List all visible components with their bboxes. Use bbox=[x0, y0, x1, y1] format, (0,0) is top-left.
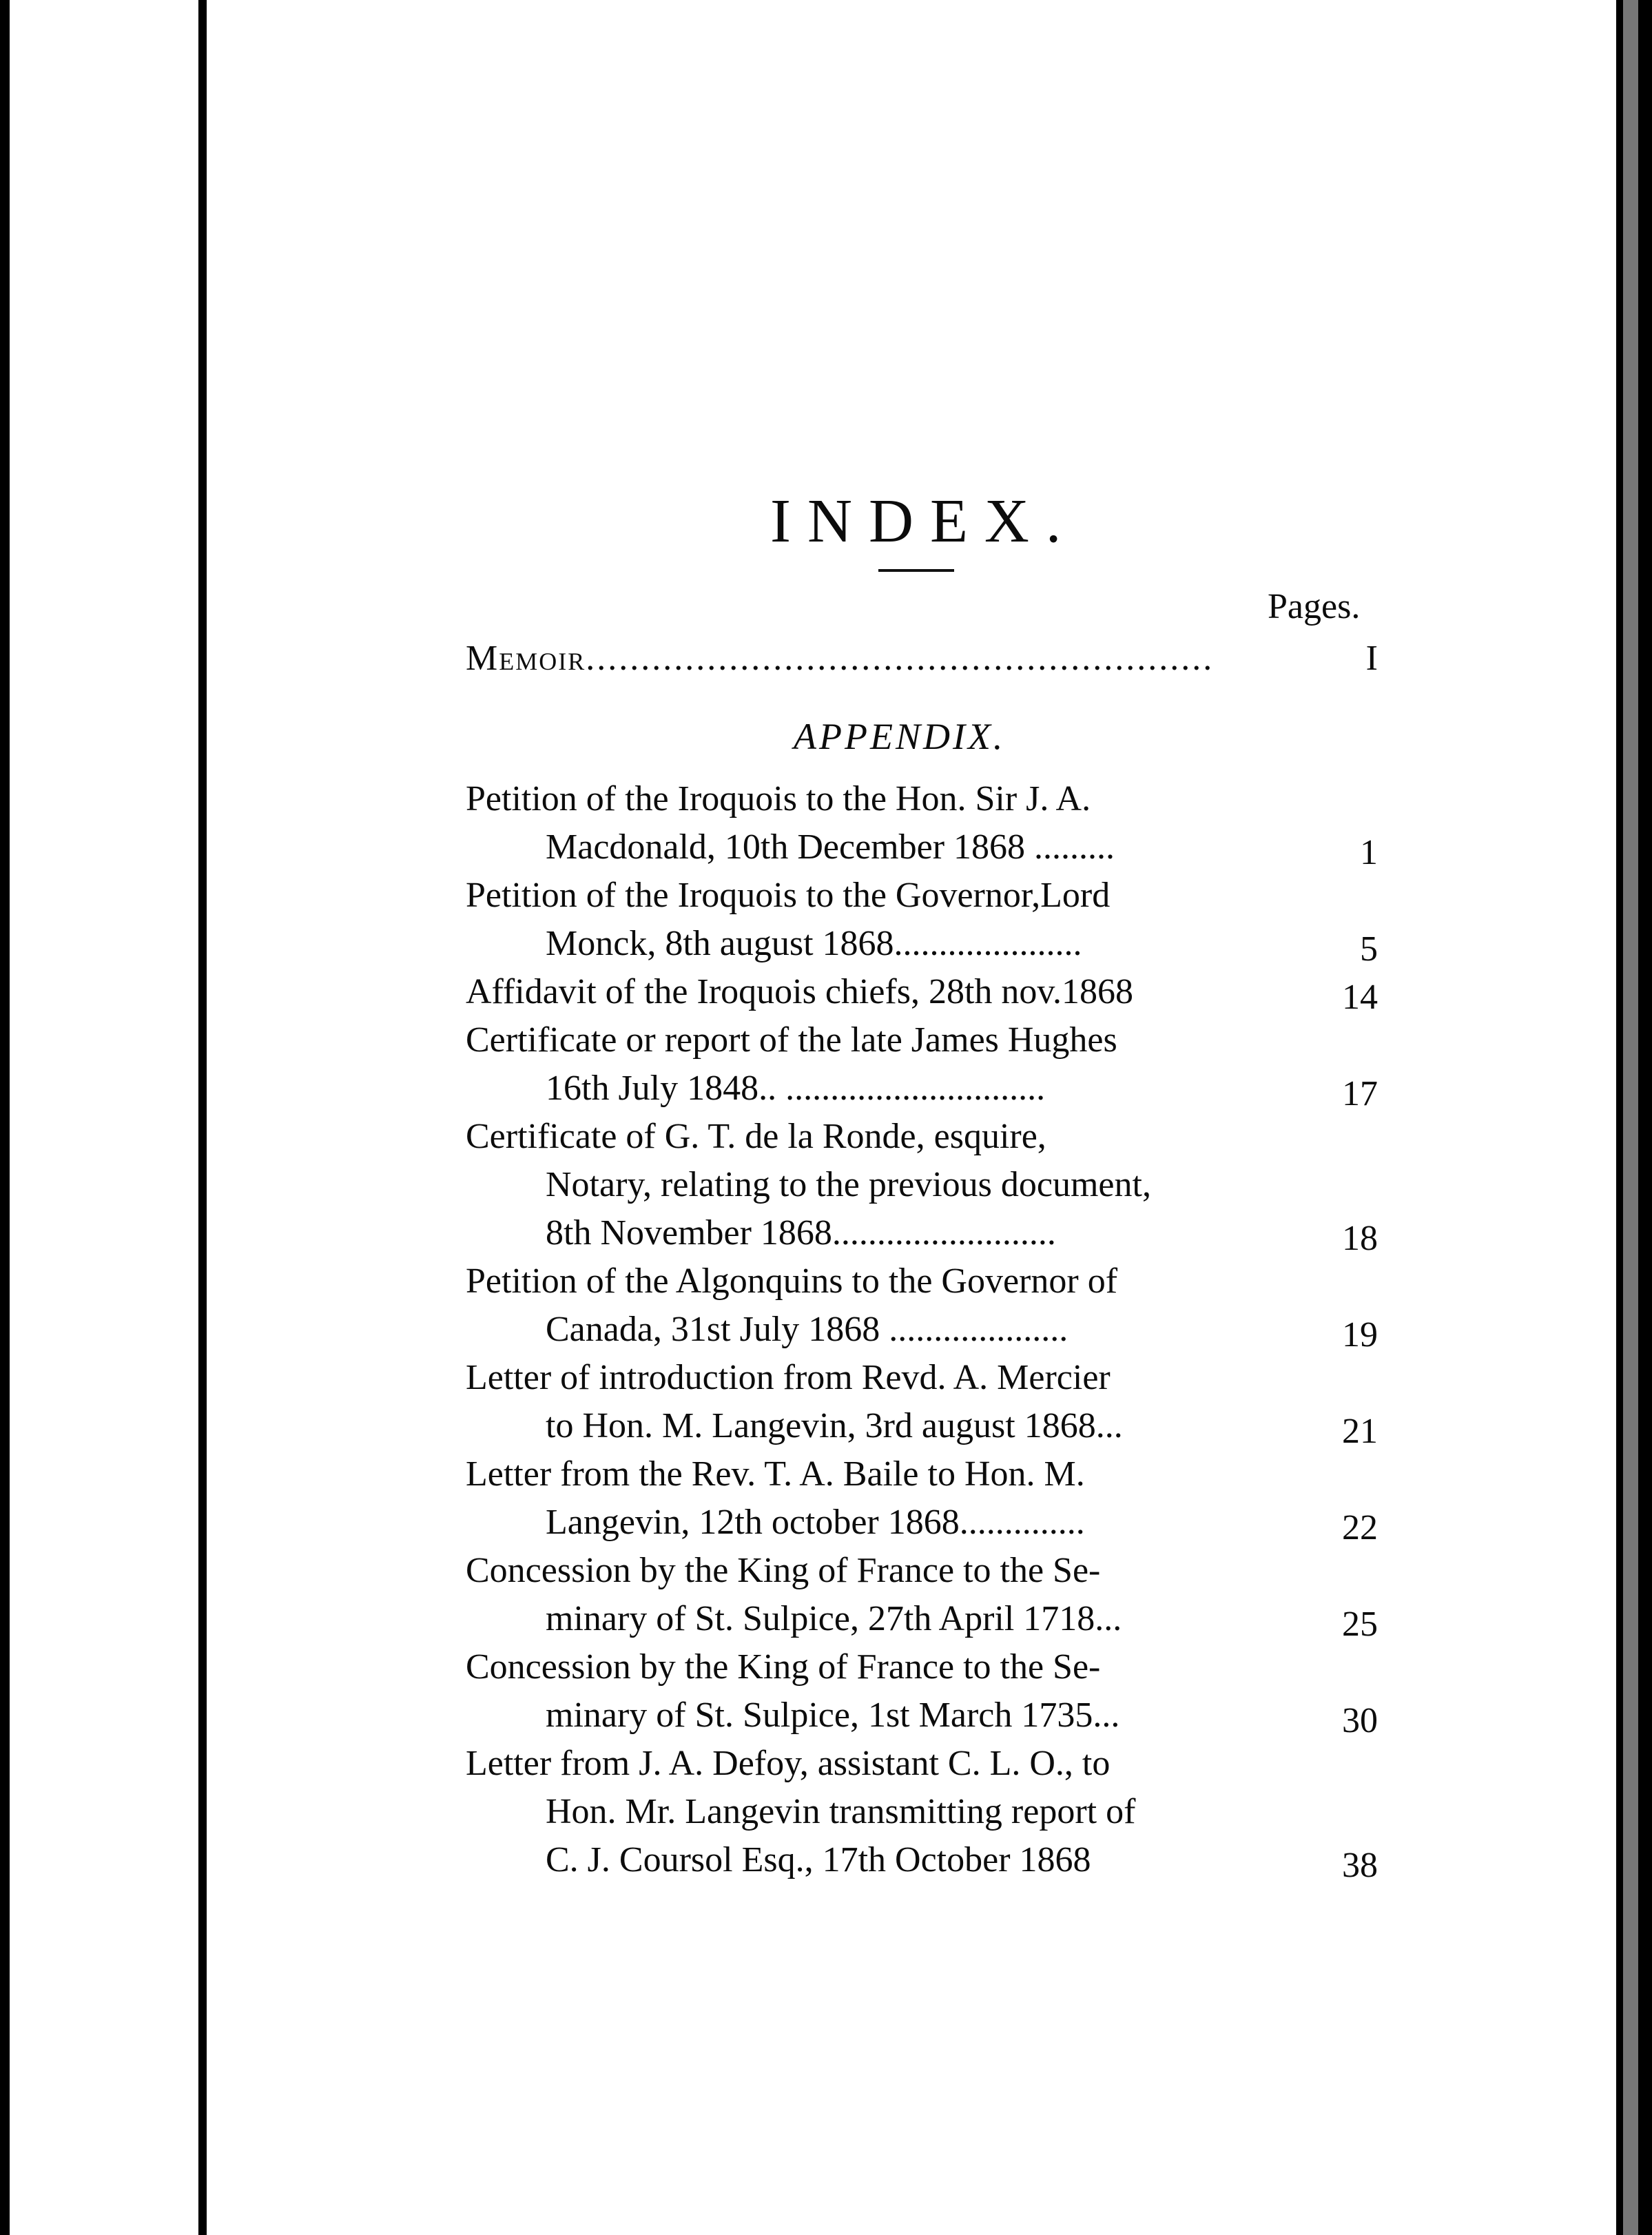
entry-continuation-line: Langevin, 12th october 1868.............. bbox=[546, 1503, 1085, 1542]
entry-page-number: 25 bbox=[1342, 1605, 1378, 1644]
entry-continuation-line: minary of St. Sulpice, 27th April 1718... bbox=[546, 1599, 1122, 1638]
entry-continuation-line: 16th July 1848.. ............................. bbox=[546, 1069, 1046, 1108]
entry-first-line: Petition of the Algonquins to the Governor of bbox=[466, 1261, 1118, 1301]
entry-page-number: 22 bbox=[1342, 1508, 1378, 1547]
pages-column-heading: Pages. bbox=[1268, 587, 1361, 626]
entry-first-line: Affidavit of the Iroquois chiefs, 28th nov.1868 bbox=[466, 972, 1134, 1011]
leader-dots: ......................................................... bbox=[586, 639, 1215, 678]
entry-page-number: 5 bbox=[1360, 929, 1378, 969]
entry-page-number: 17 bbox=[1342, 1074, 1378, 1113]
scan-edge-shade bbox=[1623, 0, 1638, 2235]
scan-edge-right bbox=[1616, 0, 1652, 2235]
entry-first-line: Letter from J. A. Defoy, assistant C. L. O., to bbox=[466, 1744, 1111, 1783]
entry-continuation-line: 8th November 1868......................... bbox=[546, 1213, 1056, 1253]
entry-continuation-line: C. J. Coursol Esq., 17th October 1868 bbox=[546, 1840, 1091, 1879]
entry-first-line: Concession by the King of France to the Se- bbox=[466, 1647, 1101, 1687]
entry-first-line: Letter of introduction from Revd. A. Mercier bbox=[466, 1358, 1111, 1397]
entry-first-line: Concession by the King of France to the Se- bbox=[466, 1551, 1101, 1590]
entry-first-line: Petition of the Iroquois to the Governor,Lord bbox=[466, 876, 1111, 915]
entry-continuation-line: Macdonald, 10th December 1868 ......... bbox=[546, 827, 1115, 867]
memoir-page: I bbox=[1365, 639, 1378, 678]
page-title: INDEX. bbox=[770, 487, 1078, 555]
entry-first-line: Letter from the Rev. T. A. Baile to Hon. M. bbox=[466, 1454, 1085, 1494]
entry-page-number: 21 bbox=[1342, 1412, 1378, 1451]
entry-first-line: Certificate or report of the late James Hughes bbox=[466, 1020, 1117, 1060]
entry-continuation-line: Monck, 8th august 1868..................... bbox=[546, 924, 1082, 963]
entry-page-number: 18 bbox=[1342, 1219, 1378, 1258]
memoir-label: Memoir bbox=[466, 639, 586, 678]
entry-first-line: Certificate of G. T. de la Ronde, esquire, bbox=[466, 1117, 1046, 1156]
entry-page-number: 19 bbox=[1342, 1315, 1378, 1355]
entry-continuation-line: to Hon. M. Langevin, 3rd august 1868... bbox=[546, 1406, 1123, 1445]
title-rule bbox=[878, 569, 954, 572]
entry-continuation-line: Canada, 31st July 1868 .................... bbox=[546, 1310, 1068, 1349]
memoir-entry bbox=[466, 641, 1214, 677]
entry-first-line: Petition of the Iroquois to the Hon. Sir J. A. bbox=[466, 779, 1091, 818]
entry-page-number: 1 bbox=[1360, 833, 1378, 872]
left-margin bbox=[0, 0, 207, 2235]
entry-page-number: 38 bbox=[1342, 1846, 1378, 1885]
entry-page-number: 30 bbox=[1342, 1701, 1378, 1740]
entry-continuation-line: Hon. Mr. Langevin transmitting report of bbox=[546, 1792, 1136, 1831]
appendix-heading: APPENDIX. bbox=[794, 716, 1006, 757]
scan-edge-left bbox=[0, 0, 10, 2235]
entry-page-number: 14 bbox=[1342, 978, 1378, 1017]
entry-continuation-line: Notary, relating to the previous document, bbox=[546, 1165, 1151, 1204]
index-page bbox=[207, 0, 1616, 2235]
entry-continuation-line: minary of St. Sulpice, 1st March 1735... bbox=[546, 1696, 1120, 1735]
